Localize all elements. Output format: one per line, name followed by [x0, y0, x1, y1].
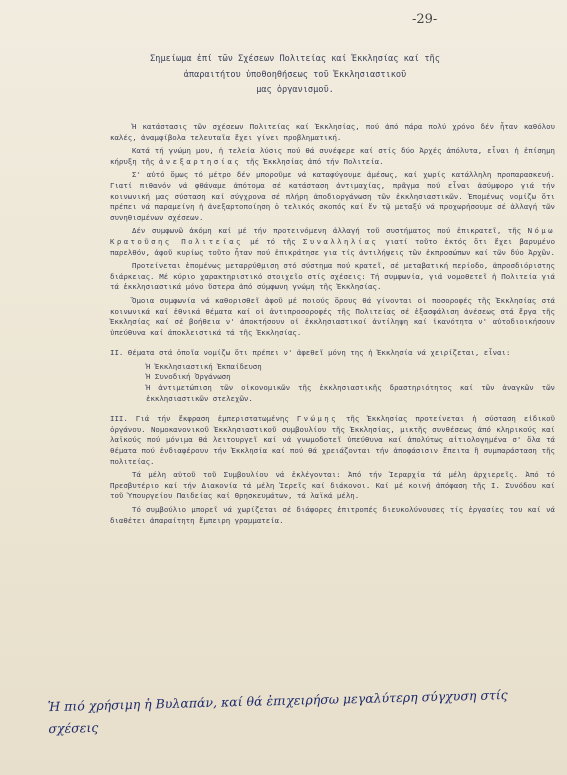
paragraph-2-emphasis: ἀνεξαρτησίας	[158, 156, 242, 166]
paragraph-4	[110, 226, 555, 258]
section-3-paragraph-3: Τό συμβούλιο μπορεῖ νά χωρίζεται σέ διάφορες ἐπιτροπές διευκολύνουσες τίς ἐργασίες του καί νά διαθέτει ἀπαραίτητη ἔμπειρη γραμματεία.	[110, 505, 555, 525]
paragraph-2-part-a: Κατά τή γνώμη μου, ἡ τελεία λύσις πού θά συνέφερε καί στίς δύο Ἀρχές ἀπόλυτα, εἶναι ἡ ἐπίσημη κήρυξη τῆς	[110, 146, 555, 166]
document-body	[110, 122, 555, 529]
title-line-2: ἀπαραιτήτου ὑποθοηθήσεως τοῦ Ἐκκλησιαστικοῦ	[183, 69, 407, 80]
paragraph-4-part-c: γιατί τοῦτο ἐκτός ὅτι ἔχει βαρυμένο παρελθόν, ἀφοῦ κυρίως τοῦτο ἦταν πού ἐπικράτησε για τίς ἀντιλήψεις τῶν ἐκπροσώπων καί τῶν δύο Ἀρχῶν.	[110, 236, 556, 257]
list-item: Ἡ Ἐκκλησιαστική Ἐκπαίδευση	[146, 361, 262, 371]
list-item: Ἡ ἀντιμετώπιση τῶν οἰκονομικῶν τῆς ἐκκλησιαστικῆς δραστηριότητος καί τῶν ἀναγκῶν τῶν ἐκκλησιαστικῶν στελεχῶν.	[146, 383, 555, 403]
paragraph-2	[110, 146, 555, 167]
paragraph-3: Σ' αὐτό ὅμως τό μέτρο δέν μποροῦμε νά καταφύγουμε ἀμέσως, καί χωρίς κατάλληλη προπαρασκευή. Γιατί πιθανόν νά φθάναμε ἀπότομα σέ κατάσταση ἀντιμαχίας, πρᾶγμα πού εἶναι ἀσύμφορο γιά τήν κοινωνική μας σύσταση καί σύγχρονα σέ πλήρη ἀποδιοργάνωση τῶν ἐκκλησιαστικῶν. Ἑπομένως νομίζω ὅτι πρέπει νά παραμείνη ἡ ἀνεξαρτοποίηση ὁ τελικός σκοπός καί ἔν τῷ μεταξύ νά προχωρήσουμε σέ ἀλλαγή τῶν συνηθισμένων σχέσεων.	[110, 170, 555, 222]
paragraph-4-emphasis-2: Συναλληλίας	[302, 236, 379, 246]
section-3-emphasis: Γνώμης	[296, 414, 338, 424]
section-2-list	[146, 362, 555, 404]
list-item: Ἡ Συνοδική Ὀργάνωση	[146, 372, 231, 382]
paragraph-4-part-a: Δέν συμφωνῶ ἀκόμη καί μέ τήν προτεινόμενη ἀλλαγή τοῦ συστήματος πού ἐπικρατεῖ, τῆς	[132, 226, 522, 236]
paragraph-6: Ὅμοια συμφωνία νά καθορισθεῖ ἀφοῦ μέ ποιούς ὅρους θά γίνονται οἱ ποσοροφές τῆς Ἐκκλησίας στά κοινωνικά καί ἐθνικά θέματα καί οἱ ἀντιπροσοροφές τῆς Πολιτείας σέ ἐξασφάλιση ἀνέσεως στά ἔργα τῆς Ἐκκλησίας καί σέ βοήθεια ν' ἀποκτήσουν οἱ ἐκκλησιαστικοί ἀντίληψη καί ἱκανότητα ν' αὐτοδιοικήσουν ὑπεύθυνα καί ἀποκλειστικά τά τῆς Ἐκκλησίας.	[110, 295, 555, 337]
paragraph-4-part-b: μέ τό τῆς	[250, 236, 296, 246]
paragraph-4-emphasis-1: Νόμω Κρατοῦσης Πολιτείας	[110, 226, 555, 246]
paragraph-5: Προτείνεται ἑπομένως μεταρρύθμιση στό σύστημα πού κρατεῖ, σέ μεταβατική περίοδο, ἀπροσδιόριστης διάρκειας. Μέ κύριο χαρακτηριστικό στοιχεῖο στίς σχέσεις: Τή συμφωνία, γιά νομοθετεῖ ἡ Πολιτεία γιά τά ἐκκλησιαστικά μόνο ὕστερα ἀπό σύμφωνη γνώμη τῆς Ἐκκλησίας.	[110, 261, 555, 292]
section-3-part-b: τῆς Ἐκκλησίας προτείνεται ἡ σύσταση εἰδικοῦ ὀργάνου. Νομοκανονικοῦ Ἐκκλησιαστικοῦ συμβουλίου τῆς Ἐκκλησίας, μικτῆς συνθέσεως ἀπό κληρικούς καί λαϊκούς πού μόνιμα θά λειτουργεῖ καί νά γνωμοδοτεῖ ὑπεύθυνα καί ἀπολύτως αἰτιολογημένα σ' ὅλα τά θέματα πού ἐνδιαφέρουν τήν Ἐκκλησία καί πού θά χρειάζονται τήν ἀποφάσισιν ἔπειτα ἢ συμπαράσταση τῆς πολιτείας.	[110, 414, 555, 466]
title-line-3: μας ὀργανισμοῦ.	[256, 85, 334, 95]
page-number: -29-	[412, 12, 438, 27]
handwritten-note: Ἡ πιό χρήσιμη ἡ Βυλαπάν, καί θά ἐπιχειρήσω μεγαλύτερη σύγχυση στίς σχέσεις	[47, 687, 508, 737]
section-3-paragraph-1	[110, 414, 555, 467]
section-3-part-a: III. Γιά τήν ἔκφραση ἐμπεριστατωμένης	[110, 414, 289, 424]
section-3-paragraph-2: Τά μέλη αὐτοῦ τοῦ Συμβουλίου νά ἐκλέγονται: Ἀπό τήν Ἱεραρχία τά μέλη ἀρχιερεῖς. Ἀπό τό Πρεσβυτέριο καί τήν Διακονία τά μέλη Ἱερεῖς καί διάκονοι. Καί μέ κοινή ἀπόφαση τῆς Ι. Συνόδου καί τοῦ Ὑπουργείου Παιδείας καί Θρησκευμάτων, τά λαϊκά μέλη.	[110, 470, 555, 501]
paragraph-1: Ἡ κατάστασις τῶν σχέσεων Πολιτείας καί Ἐκκλησίας, πού ἀπό πάρα πολύ χρόνο δέν ἦταν καθόλου καλές, ἀναμφίβολα τελευταῖα ἔχει γίνει προβληματική.	[110, 122, 555, 142]
title-line-1: Σημείωμα ἐπί τῶν Σχέσεων Πολιτείας καί Ἐκκλησίας καί τῆς	[150, 54, 440, 64]
paragraph-2-part-b: τῆς Ἐκκλησίας ἀπό τήν Πολιτεία.	[245, 156, 384, 166]
section-2-intro: II. Θέματα στά ὁποῖα νομίζω ὅτι πρέπει ν' ἀφεθεῖ μόνη της ἡ Ἐκκλησία νά χειρίζεται, εἶναι:	[110, 348, 511, 358]
document-title	[60, 52, 530, 99]
